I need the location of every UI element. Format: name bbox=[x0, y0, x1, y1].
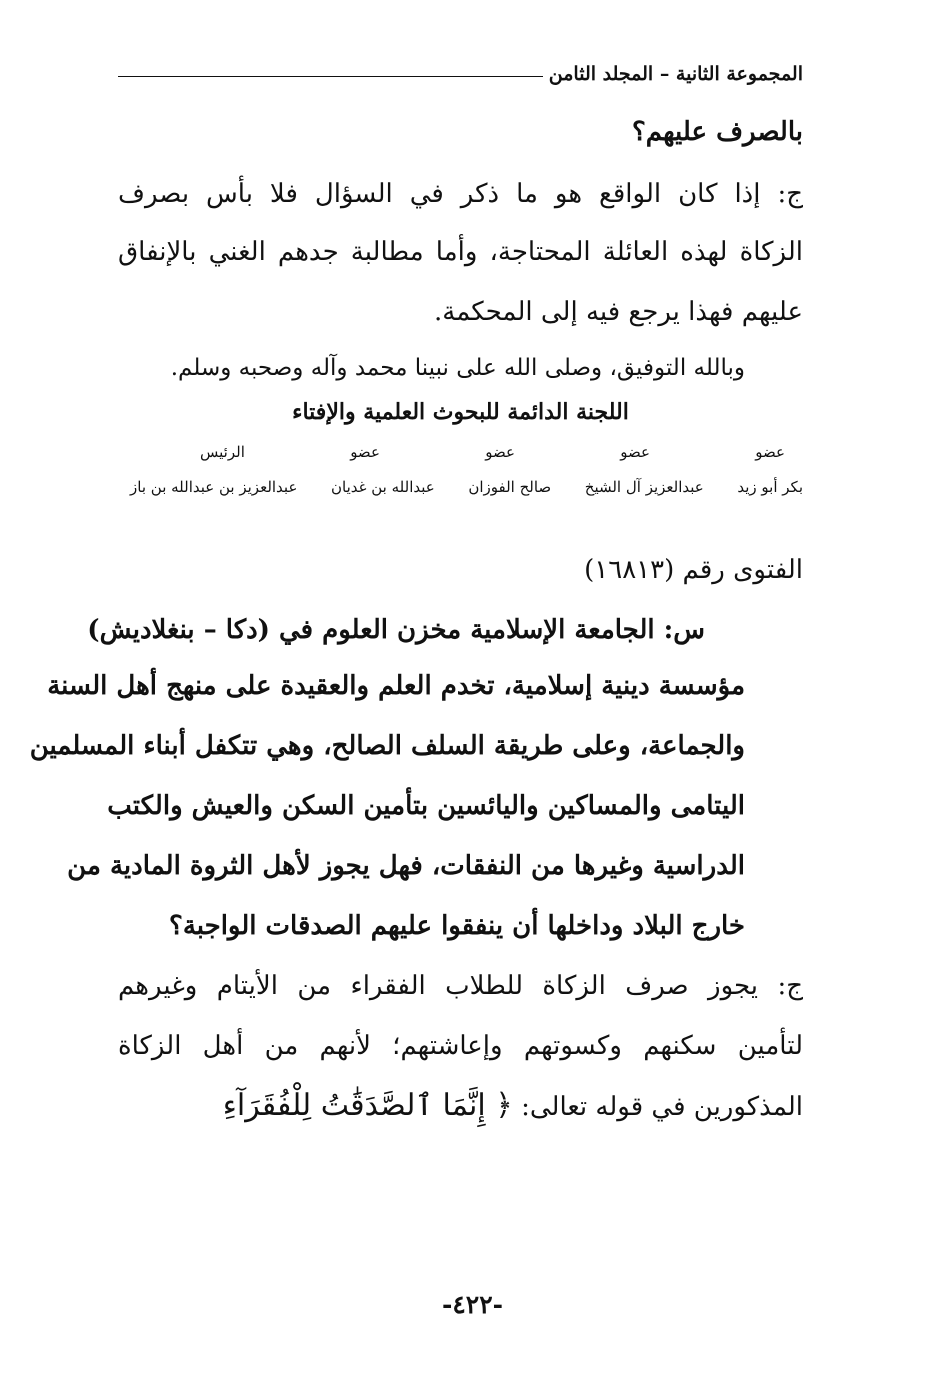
answer1-line-1: ج: إذا كان الواقع هو ما ذكر في السؤال فلا بأس بصرف bbox=[118, 179, 803, 209]
question-tail: بالصرف عليهم؟ bbox=[631, 117, 803, 147]
committee-name: اللجنة الدائمة للبحوث العلمية والإفتاء bbox=[292, 399, 629, 425]
signatory-name: عبدالعزيز بن عبدالله بن باز bbox=[130, 478, 298, 496]
question2-line-6: خارج البلاد وداخلها أن ينفقوا عليهم الصدقات الواجبة؟ bbox=[169, 911, 745, 941]
answer2-line-1: ج: يجوز صرف الزكاة للطلاب الفقراء من الأيتام وغيرهم bbox=[118, 971, 803, 1001]
running-header-title: المجموعة الثانية – المجلد الثامن bbox=[548, 63, 803, 85]
question2-line-3: والجماعة، وعلى طريقة السلف الصالح، وهي تتكفل أبناء المسلمين bbox=[29, 731, 745, 761]
signatory-name: بكر أبو زيد bbox=[737, 478, 803, 496]
signatory-roles bbox=[200, 443, 785, 461]
signatory-name: صالح الفوزان bbox=[468, 478, 552, 496]
signatory-role: الرئيس bbox=[200, 443, 245, 461]
fatwa-number: الفتوى رقم (١٦٨١٣) bbox=[584, 555, 803, 585]
signatory-role: عضو bbox=[755, 443, 785, 461]
closing-prayer: وبالله التوفيق، وصلى الله على نبينا محمد وآله وصحبه وسلم. bbox=[170, 355, 745, 381]
quran-verse: ﴿ إِنَّمَا ٱلصَّدَقَٰتُ لِلْفُقَرَآءِ bbox=[222, 1088, 513, 1123]
question2-line-2: مؤسسة دينية إسلامية، تخدم العلم والعقيدة على منهج أهل السنة bbox=[47, 671, 745, 701]
signatory-name: عبدالعزيز آل الشيخ bbox=[584, 478, 704, 496]
answer2-line-3 bbox=[118, 1086, 803, 1127]
question2-line-4: اليتامى والمساكين واليائسين بتأمين السكن والعيش والكتب bbox=[107, 791, 745, 821]
signatory-role: عضو bbox=[350, 443, 380, 461]
answer2-line-3-text: المذكورين في قوله تعالى: bbox=[512, 1092, 803, 1122]
page-number: -٤٢٢- bbox=[441, 1290, 504, 1319]
question2-line-5: الدراسية وغيرها من النفقات، فهل يجوز لأهل الثروة المادية من bbox=[67, 851, 745, 881]
running-header bbox=[118, 58, 803, 90]
header-rule bbox=[118, 76, 543, 77]
question2-line-1: س: الجامعة الإسلامية مخزن العلوم في (دكا – بنغلاديش) bbox=[87, 615, 705, 645]
answer2-line-2: لتأمين سكنهم وكسوتهم وإعاشتهم؛ لأنهم من أهل الزكاة bbox=[118, 1031, 803, 1061]
signatory-name: عبدالله بن غديان bbox=[331, 478, 435, 496]
signatory-role: عضو bbox=[485, 443, 515, 461]
answer1-line-3: عليهم فهذا يرجع فيه إلى المحكمة. bbox=[434, 297, 803, 327]
answer1-line-2: الزكاة لهذه العائلة المحتاجة، وأما مطالبة جدهم الغني بالإنفاق bbox=[118, 237, 803, 267]
signatory-role: عضو bbox=[620, 443, 650, 461]
signatory-names bbox=[130, 478, 803, 496]
